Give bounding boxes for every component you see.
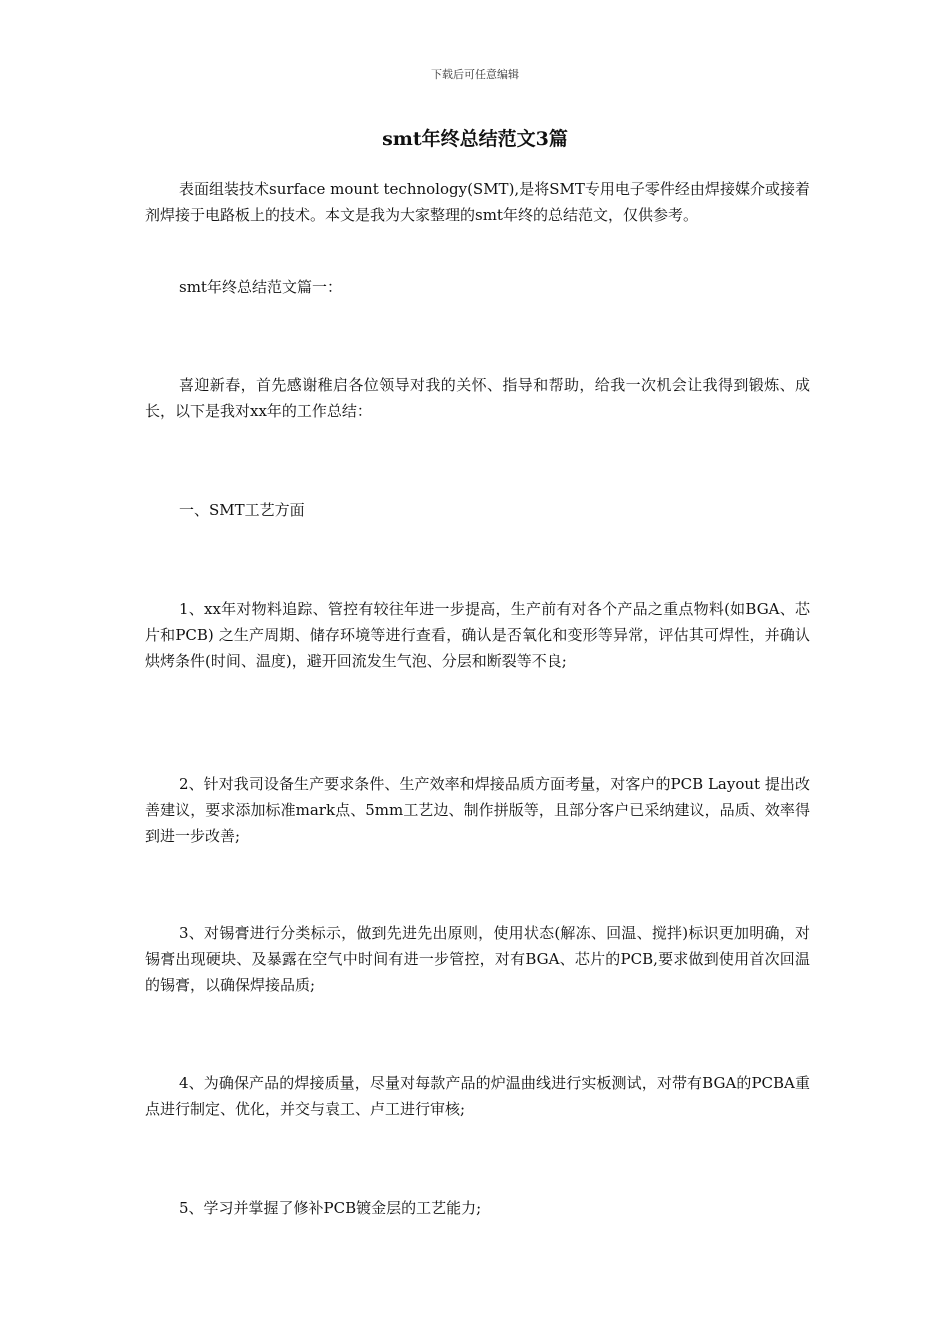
header-note: 下载后可任意编辑 [431,68,519,81]
list-item-1: 1、xx年对物料追踪、管控有较往年进一步提高，生产前有对各个产品之重点物料(如BGA、芯片和PCB) 之生产周期、储存环境等进行查看，确认是否氧化和变形等异常，评估其可焊性，并确认烘烤条件(时间、温度)，避开回流发生气泡、分层和断裂等不良; [145,600,810,670]
greeting-paragraph: 喜迎新春，首先感谢稚启各位领导对我的关怀、指导和帮助，给我一次机会让我得到锻炼、成长，以下是我对xx年的工作总结： [145,376,810,420]
document-title: smt年终总结范文3篇 [382,128,568,150]
list-item-2: 2、针对我司设备生产要求条件、生产效率和焊接品质方面考量，对客户的PCB Layout 提出改善建议，要求添加标准mark点、5mm工艺边、制作拼版等，且部分客户已采纳建议，品质、效率得到进一步改善; [145,775,810,845]
list-item-3: 3、对锡膏进行分类标示，做到先进先出原则，使用状态(解冻、回温、搅拌)标识更加明确，对锡膏出现硬块、及暴露在空气中时间有进一步管控，对有BGA、芯片的PCB,要求做到使用首次回温的锡膏，以确保焊接品质; [145,924,810,994]
section-heading-smt-process: 一、SMT工艺方面 [179,501,305,519]
list-item-5: 5、学习并掌握了修补PCB镀金层的工艺能力; [179,1199,482,1217]
intro-paragraph: 表面组装技术surface mount technology(SMT),是将SMT专用电子零件经由焊接媒介或接着剂焊接于电路板上的技术。本文是我为大家整理的smt年终的总结范文，仅供参考。 [145,180,810,224]
section-heading-part-one: smt年终总结范文篇一： [179,278,342,296]
list-item-4: 4、为确保产品的焊接质量，尽量对每款产品的炉温曲线进行实板测试，对带有BGA的PCBA重点进行制定、优化，并交与袁工、卢工进行审核; [145,1074,810,1118]
